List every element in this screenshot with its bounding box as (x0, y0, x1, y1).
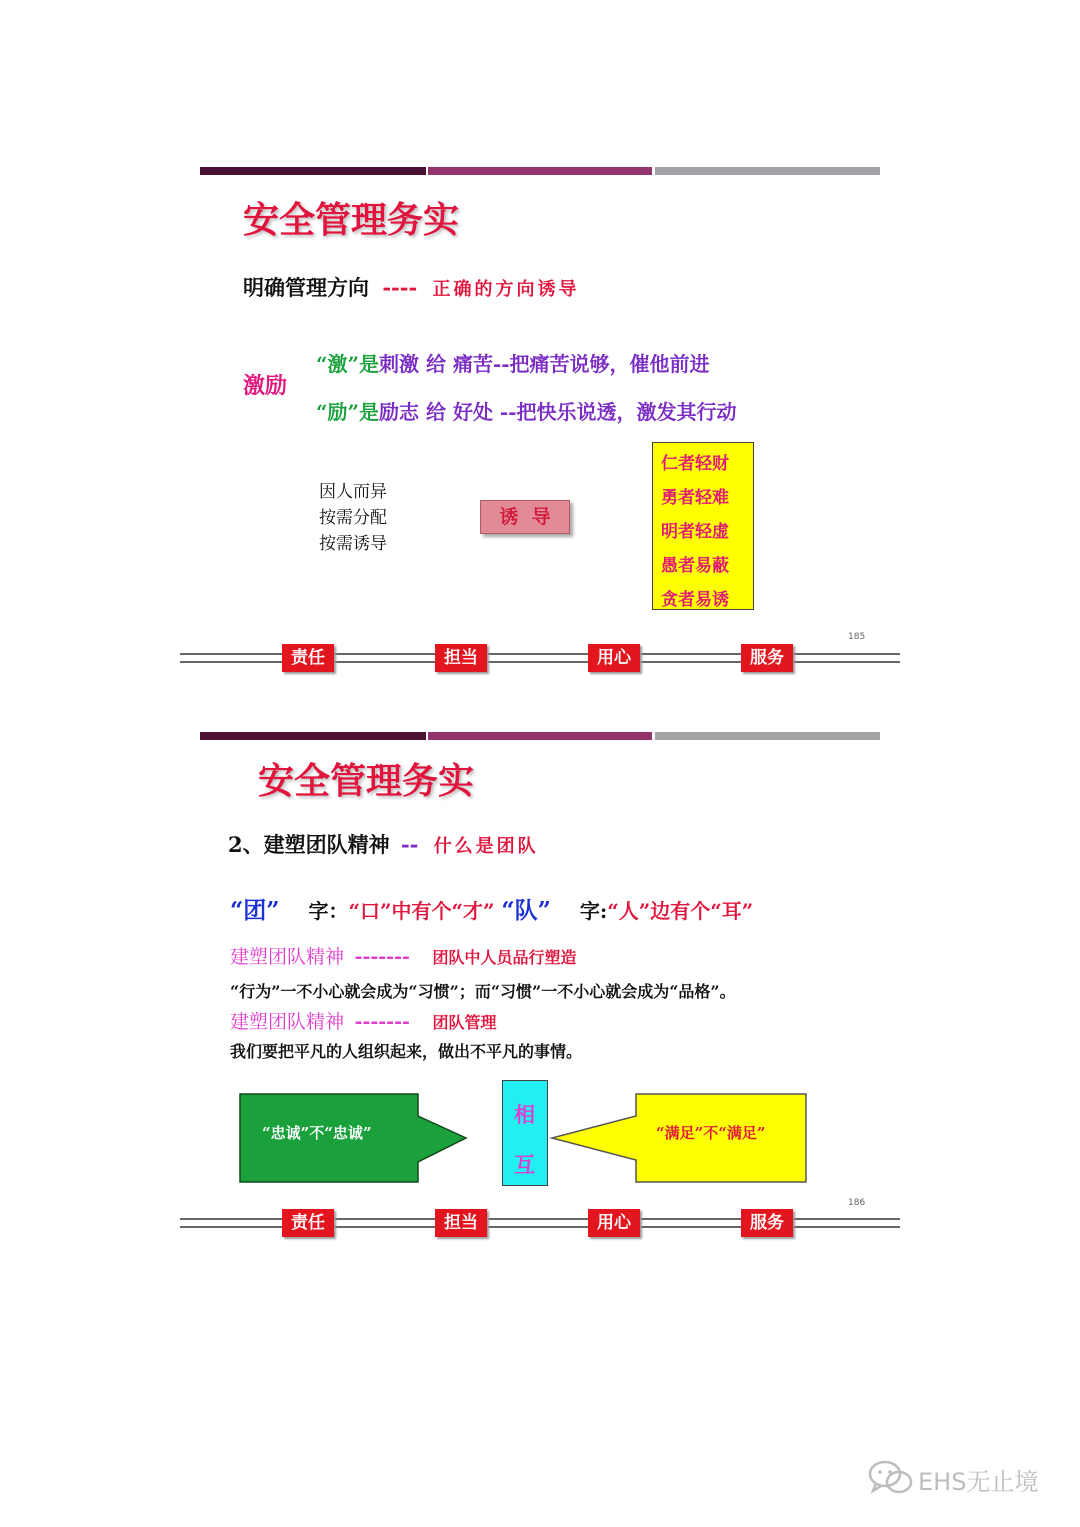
ji-c: 痛苦--把痛苦说够，催他前进 (452, 352, 710, 376)
ji-b: 给 (425, 352, 446, 376)
ji-a: 刺激 (379, 352, 420, 376)
tuan-desc: “口”中有个“才” (348, 899, 495, 923)
dui-desc: “人”边有个“耳” (607, 899, 754, 923)
spirit-sub: 团队中人员品行塑造 (432, 948, 577, 967)
top-bar-segment-2 (428, 167, 652, 175)
spirit-sub: 团队管理 (432, 1013, 497, 1032)
mutual-box (502, 1080, 548, 1186)
wechat-icon (868, 1460, 914, 1496)
virtue-item: 愚者易蔽 (661, 556, 729, 576)
li-quote: “励” (316, 400, 360, 424)
li-c: 好处 --把快乐说透，激发其行动 (452, 400, 737, 424)
virtue-item: 仁者轻财 (661, 454, 729, 474)
quote-habit: “行为”一不小心就会成为“习惯”；而“习惯”一不小心就会成为“品格”。 (230, 982, 736, 1001)
spirit-label: 建塑团队精神 (230, 946, 345, 968)
li-b: 给 (425, 400, 446, 424)
slide-title: 安全管理务实 (243, 199, 460, 241)
list-item: 按需分配 (319, 508, 387, 528)
virtue-item: 贪者易诱 (661, 590, 729, 610)
top-bar-segment-3 (655, 167, 880, 175)
jili-label: 激励 (243, 373, 288, 399)
section-heading (243, 272, 580, 302)
quote-team: 我们要把平凡的人组织起来，做出不平凡的事情。 (230, 1042, 583, 1061)
footer-tag-care: 用心 (588, 1209, 640, 1237)
spirit-heading-2 (230, 1007, 496, 1034)
footer-tag-care: 用心 (588, 644, 640, 672)
loyalty-text: “忠诚”不“忠诚” (262, 1124, 372, 1142)
ji-quote: “激” (316, 352, 360, 376)
footer-tag-service: 服务 (741, 644, 793, 672)
top-bar-segment-2 (428, 732, 652, 740)
heading-text: 明确管理方向 (243, 275, 369, 300)
zi-label: 字： (308, 899, 349, 923)
li-line (316, 396, 737, 425)
ji-shi: 是 (359, 352, 380, 376)
section-heading (228, 829, 539, 859)
heading-dash: ---- (382, 275, 418, 300)
heading-subtitle: 正确的方向诱导 (432, 279, 580, 300)
list-item: 按需诱导 (319, 534, 387, 554)
li-a: 励志 (379, 400, 420, 424)
spirit-dash: ------- (354, 1011, 410, 1033)
virtue-item: 勇者轻难 (661, 488, 729, 508)
page-number: 186 (848, 1198, 866, 1208)
top-bar-segment-3 (655, 732, 880, 740)
list-item: 因人而异 (319, 482, 387, 502)
tuan-quote: “团” (230, 897, 280, 924)
watermark-text: EHS无止境 (918, 1468, 1039, 1496)
spirit-dash: ------- (354, 946, 410, 968)
footer-tag-responsibility: 责任 (282, 644, 334, 672)
mutual-bottom-char: 互 (514, 1152, 535, 1177)
dui-quote: “队” (501, 897, 551, 924)
mutual-top-char: 相 (514, 1102, 535, 1127)
virtue-item: 明者轻虚 (661, 522, 729, 542)
li-shi: 是 (359, 400, 380, 424)
virtue-list-box (652, 442, 754, 610)
character-line (230, 892, 753, 925)
induce-button (480, 500, 570, 534)
footer-tag-commitment: 担当 (435, 644, 487, 672)
induce-button-label: 诱 导 (499, 506, 551, 528)
slide-title: 安全管理务实 (258, 760, 475, 802)
top-bar-segment-1 (200, 167, 426, 175)
heading-subtitle: 什么是团队 (433, 836, 539, 857)
footer-tag-responsibility: 责任 (282, 1209, 334, 1237)
satisfaction-text: “满足”不“满足” (656, 1124, 766, 1142)
footer-tag-service: 服务 (741, 1209, 793, 1237)
page-number: 185 (848, 632, 866, 642)
heading-text: 2、建塑团队精神 (228, 832, 390, 857)
heading-dash: -- (400, 832, 419, 857)
top-bar-segment-1 (200, 732, 426, 740)
footer-tag-commitment: 担当 (435, 1209, 487, 1237)
spirit-label: 建塑团队精神 (230, 1011, 345, 1033)
spirit-heading-1 (230, 942, 576, 969)
ji-line (316, 348, 710, 377)
zi-label: 字: (579, 899, 608, 923)
